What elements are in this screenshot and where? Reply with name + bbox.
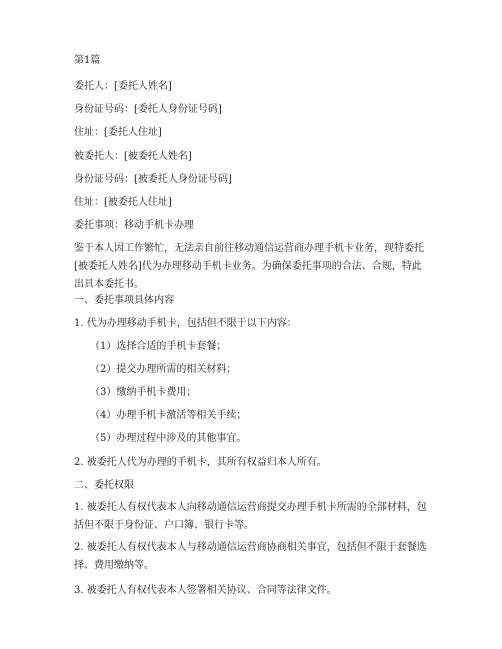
section-heading-2: 二、委托权限: [74, 480, 134, 491]
item-1: 1. 代为办理移动手机卡，包括但不限于以下内容：: [74, 318, 297, 329]
intro-paragraph: 鉴于本人因工作繁忙，无法亲自前往移动通信运营商办理手机卡业务，现特委托[被委托人姓名]代为办理移动手机卡业务。为确保委托事项的合法、合规，特此出具本委托书。: [74, 243, 424, 290]
permission-3: 3. 被委托人有权代表本人签署相关协议、合同等法律文件。: [74, 585, 337, 596]
sub-item-3: （3）缴纳手机卡费用；: [90, 387, 197, 398]
item-2: 2. 被委托人代为办理的手机卡，其所有权益归本人所有。: [74, 457, 327, 468]
permission-1: 1. 被委托人有权代表本人向移动通信运营商提交办理手机卡所需的全部材料，包括但不限于身份证、户口簿、银行卡等。: [74, 502, 427, 531]
agent-address: 住址：[被委托人住址]: [74, 197, 172, 208]
sub-item-2: （2）提交办理所需的相关材料；: [90, 364, 237, 375]
principal-id: 身份证号码：[委托人身份证号码]: [74, 104, 222, 115]
entrusted-matter: 委托事项：移动手机卡办理: [74, 220, 194, 231]
sub-item-1: （1）选择合适的手机卡套餐；: [90, 341, 227, 352]
agent-id: 身份证号码：[被委托人身份证号码]: [74, 174, 232, 185]
sub-item-4: （4）办理手机卡激活等相关手续；: [90, 410, 247, 421]
principal-address: 住址：[委托人住址]: [74, 127, 162, 138]
principal-name: 委托人：[委托人姓名]: [74, 81, 172, 92]
section-heading-1: 一、委托事项具体内容: [74, 295, 174, 306]
permission-2: 2. 被委托人有权代表本人与移动通信运营商协商相关事宜，包括但不限于套餐选择、费用缴纳等。: [74, 542, 427, 571]
document-heading: 第1篇: [74, 55, 101, 66]
agent-name: 被委托人：[被委托人姓名]: [74, 151, 192, 162]
sub-item-5: （5）办理过程中涉及的其他事宜。: [90, 433, 247, 444]
